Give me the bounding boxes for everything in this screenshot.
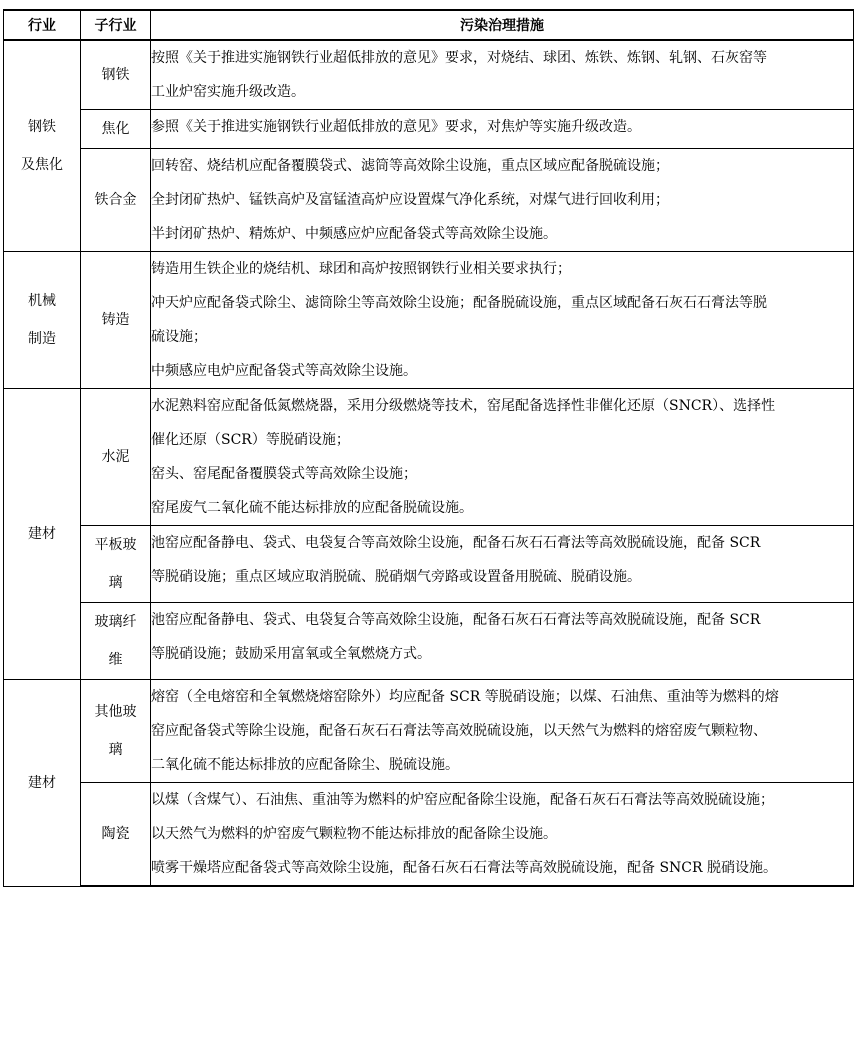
industry-cell	[4, 389, 81, 680]
subindustry-label: 铁合金	[94, 192, 137, 208]
subindustry-cell	[81, 603, 151, 680]
measure-text-line: 以天然气为燃料的炉窑废气颗粒物不能达标排放的配备除尘设施。	[151, 826, 557, 842]
measure-text-line: 回转窑、烧结机应配备覆膜袋式、滤筒等高效除尘设施，重点区域应配备脱硫设施；	[151, 158, 669, 174]
pollution-measures-table	[3, 9, 854, 887]
industry-label: 建材	[28, 774, 56, 791]
table-row	[4, 603, 854, 680]
subindustry-cell	[81, 110, 151, 149]
industry-label: 机械	[28, 293, 56, 309]
industry-label: 制造	[28, 331, 56, 347]
measure-text-line: 喷雾干燥塔应配备袋式等高效除尘设施，配备石灰石石膏法等高效脱硫设施，配备 SNCR 脱硝设施。	[151, 860, 777, 876]
measure-text-line: 中频感应电炉应配备袋式等高效除尘设施。	[151, 363, 417, 379]
industry-label: 钢铁	[28, 119, 56, 135]
table-row	[4, 389, 854, 526]
measure-text-line: 水泥熟料窑应配备低氮燃烧器，采用分级燃烧等技术，窑尾配备选择性非催化还原（SNCR）、选择性	[151, 398, 776, 414]
measures-cell	[151, 389, 854, 526]
subindustry-label: 焦化	[101, 121, 130, 137]
industry-cell	[4, 252, 81, 389]
measure-text-line: 池窑应配备静电、袋式、电袋复合等高效除尘设施，配备石灰石石膏法等高效脱硫设施，配备 SCR	[151, 535, 761, 551]
subindustry-label: 璃	[108, 742, 123, 758]
industry-label: 建材	[28, 526, 56, 542]
header-subindustry: 子行业	[81, 10, 151, 40]
measure-text-line: 等脱硝设施；鼓励采用富氧或全氧燃烧方式。	[151, 646, 431, 662]
subindustry-cell	[81, 40, 151, 110]
measures-cell	[151, 40, 854, 110]
measure-text-line: 窑应配备袋式等除尘设施，配备石灰石石膏法等高效脱硫设施，以天然气为燃料的熔窑废气颗粒物、	[151, 723, 767, 739]
table-row	[4, 149, 854, 252]
header-industry: 行业	[4, 10, 81, 40]
measure-text-line: 冲天炉应配备袋式除尘、滤筒除尘等高效除尘设施；配备脱硫设施，重点区域配备石灰石石膏法等脱	[151, 295, 767, 311]
table-body	[4, 40, 854, 886]
measures-cell	[151, 603, 854, 680]
table-header-row	[4, 10, 854, 40]
measures-cell	[151, 680, 854, 783]
measure-text-line: 参照《关于推进实施钢铁行业超低排放的意见》要求，对焦炉等实施升级改造。	[151, 119, 641, 135]
industry-label: 及焦化	[21, 157, 63, 173]
table-row	[4, 110, 854, 149]
measures-cell	[151, 252, 854, 389]
subindustry-label: 平板玻	[94, 537, 137, 553]
header-measures: 污染治理措施	[151, 10, 854, 40]
measure-text-line: 池窑应配备静电、袋式、电袋复合等高效除尘设施，配备石灰石石膏法等高效脱硫设施，配备 SCR	[151, 612, 761, 628]
subindustry-cell	[81, 149, 151, 252]
subindustry-cell	[81, 680, 151, 783]
subindustry-label: 水泥	[101, 449, 130, 465]
measure-text-line: 半封闭矿热炉、精炼炉、中频感应炉应配备袋式等高效除尘设施。	[151, 226, 557, 242]
measures-cell	[151, 149, 854, 252]
table-row	[4, 40, 854, 110]
measure-text-line: 工业炉窑实施升级改造。	[151, 84, 305, 100]
measure-text-line: 按照《关于推进实施钢铁行业超低排放的意见》要求，对烧结、球团、炼铁、炼钢、轧钢、石灰窑等	[151, 50, 767, 66]
measure-text-line: 窑尾废气二氧化硫不能达标排放的应配备脱硫设施。	[151, 500, 473, 516]
subindustry-label: 陶瓷	[101, 826, 130, 842]
measure-text-line: 等脱硝设施；重点区域应取消脱硫、脱硝烟气旁路或设置备用脱硫、脱硝设施。	[151, 569, 641, 585]
industry-cell	[4, 40, 81, 252]
subindustry-cell	[81, 389, 151, 526]
measure-text-line: 窑头、窑尾配备覆膜袋式等高效除尘设施；	[151, 466, 417, 482]
subindustry-cell	[81, 526, 151, 603]
subindustry-label: 铸造	[101, 312, 130, 328]
measures-cell	[151, 110, 854, 149]
measure-text-line: 铸造用生铁企业的烧结机、球团和高炉按照钢铁行业相关要求执行；	[151, 261, 571, 277]
subindustry-cell	[81, 783, 151, 887]
subindustry-label: 维	[108, 652, 123, 668]
subindustry-label: 璃	[108, 575, 123, 591]
measure-text-line: 全封闭矿热炉、锰铁高炉及富锰渣高炉应设置煤气净化系统，对煤气进行回收利用；	[151, 192, 669, 208]
measure-text-line: 二氧化硫不能达标排放的应配备除尘、脱硫设施。	[151, 757, 459, 773]
subindustry-label: 钢铁	[101, 67, 130, 83]
measure-text-line: 熔窑（全电熔窑和全氧燃烧熔窑除外）均应配备 SCR 等脱硝设施；以煤、石油焦、重油等为燃料的熔	[151, 689, 779, 705]
measure-text-line: 催化还原（SCR）等脱硝设施；	[151, 432, 350, 448]
table-row	[4, 252, 854, 389]
subindustry-label: 玻璃纤	[94, 614, 137, 630]
measures-cell	[151, 783, 854, 887]
table-row	[4, 526, 854, 603]
table-row	[4, 680, 854, 783]
subindustry-cell	[81, 252, 151, 389]
table-row	[4, 783, 854, 887]
subindustry-label: 其他玻	[94, 704, 137, 720]
industry-cell	[4, 680, 81, 887]
measure-text-line: 以煤（含煤气）、石油焦、重油等为燃料的炉窑应配备除尘设施，配备石灰石石膏法等高效脱硫设施；	[151, 792, 774, 808]
measure-text-line: 硫设施；	[151, 329, 207, 345]
measures-cell	[151, 526, 854, 603]
